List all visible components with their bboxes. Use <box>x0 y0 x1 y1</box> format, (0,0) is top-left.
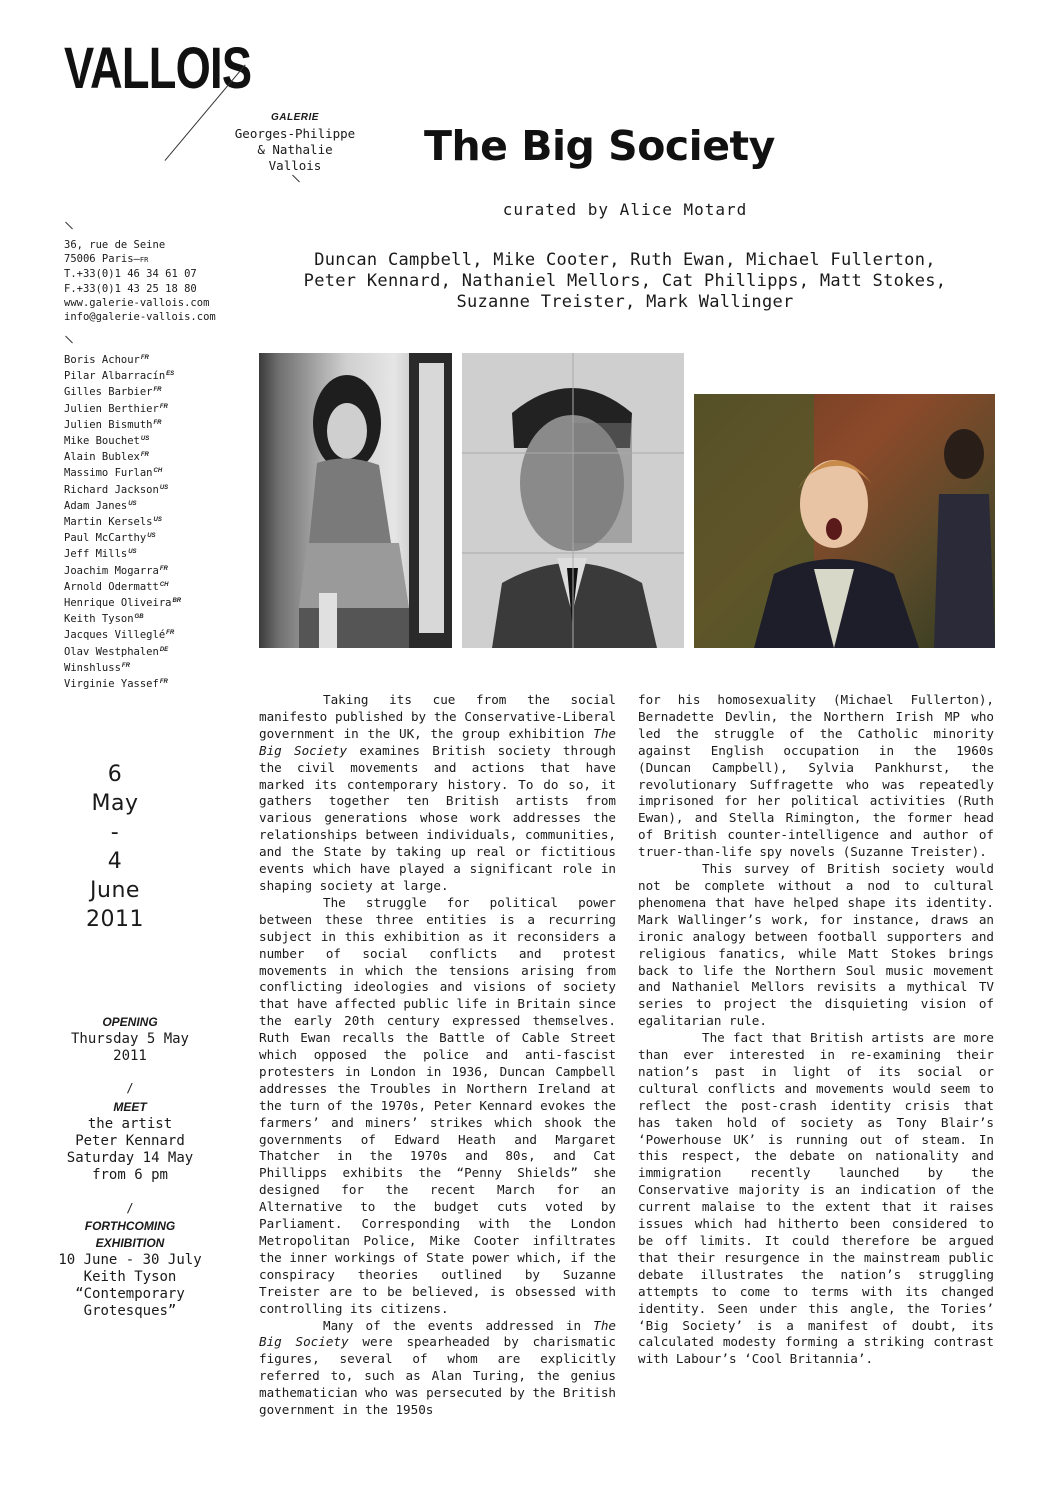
body-column-right <box>638 692 994 1368</box>
date-year: 2011 <box>86 907 144 932</box>
artists-line: Suzanne Treister, Mark Wallinger <box>456 292 794 312</box>
gallery-artist-item: Winshluss$^{FR}$ <box>64 661 130 674</box>
body-paragraph: Taking its cue from the social manifesto published by the Conservative-Liberal government in the UK, the group exhibition The Big Society examines British society through the civil movements and actions that have marked its contemporary history. To do so, it gathers together ten British artists from various generations whose work addresses the relationships between individuals, communities, and the State by taking up real or fictitious events which have played a significant role in shaping society at large. <box>259 692 616 893</box>
meet-heading: MEET <box>113 1100 147 1114</box>
photo-turing-illustration <box>462 353 684 648</box>
forthcoming-heading: FORTHCOMING <box>84 1219 176 1233</box>
contact-tick <box>65 222 73 230</box>
date-dash: - <box>110 820 120 845</box>
gallery-artist-item: Gilles Barbier$^{FR}$ <box>64 386 162 399</box>
gallery-artist-item: Jacques Villeglé$^{FR}$ <box>64 629 175 642</box>
participating-artists <box>270 250 980 313</box>
date-month-end: June <box>90 878 140 903</box>
gallery-artist-item: Arnold Odermatt$^{CH}$ <box>64 580 169 593</box>
country-code: FR <box>159 679 168 686</box>
date-day-start: 6 <box>107 762 123 787</box>
country-code: US <box>128 500 137 507</box>
artists-line: Duncan Campbell, Mike Cooter, Ruth Ewan, Michael Fullerton, <box>314 250 936 270</box>
body-paragraph: This survey of British society would not be complete without a nod to cultural phenomena that have helped shape its identity. Mark Wallinger’s work, for instance, draws an ironic analogy between football supporters and religious fanatics, while Matt Stokes brings back to life the Northern Soul music movement and Nathaniel Mellors revisits a mythical TV series to project the disquieting vision of egalitarian rule. <box>638 861 994 1029</box>
meet-line: the artist <box>87 1116 173 1132</box>
gallery-artist-item: Richard Jackson$^{US}$ <box>64 483 169 496</box>
galerie-line: & Nathalie <box>257 142 333 157</box>
galerie-line: Vallois <box>268 158 322 173</box>
phone: T.+33(0)1 46 34 61 07 <box>64 268 197 281</box>
photo-alan-turing-portrait <box>462 353 684 648</box>
meet-block <box>40 1099 220 1184</box>
gallery-logo: VALLOIS <box>64 36 252 101</box>
forthcoming-heading: EXHIBITION <box>95 1236 165 1250</box>
country-code: FR <box>159 403 168 410</box>
country-code: CH <box>159 581 169 588</box>
country-code: FR <box>153 419 162 426</box>
meet-line: Peter Kennard <box>75 1133 185 1149</box>
gallery-artist-item: Mike Bouchet$^{US}$ <box>64 435 150 448</box>
gallery-artist-item: Alain Bublex$^{FR}$ <box>64 451 149 464</box>
forthcoming-line: “Contemporary <box>75 1286 185 1302</box>
country-code: ES <box>166 371 175 378</box>
separator-slash: / <box>126 1081 134 1095</box>
galerie-label: GALERIE <box>271 112 319 123</box>
fax: F.+33(0)1 43 25 18 80 <box>64 282 197 295</box>
gallery-artist-item: Boris Achour$^{FR}$ <box>64 354 149 366</box>
gallery-artist-item: Paul McCarthy$^{US}$ <box>64 532 156 545</box>
forthcoming-line: Keith Tyson <box>83 1269 177 1285</box>
country-code: DE <box>159 646 169 653</box>
gallery-artist-item: Adam Janes$^{US}$ <box>64 499 137 512</box>
gallery-artist-item: Massimo Furlan$^{CH}$ <box>64 467 163 480</box>
body-paragraph: Many of the events addressed in The Big Society were spearheaded by charismatic figures, several of whom are explicitly referred to, such as Alan Turing, the genius mathematician who was persecuted by the British government in the 1950s <box>259 1317 616 1418</box>
photo-woman-illustration <box>694 394 995 648</box>
gallery-artist-item: Joachim Mogarra$^{FR}$ <box>64 564 168 577</box>
country-code: FR <box>166 630 175 637</box>
country-code: US <box>159 484 169 491</box>
country-code: US <box>153 517 162 524</box>
gallery-artist-item: Virginie Yassef$^{FR}$ <box>64 678 168 691</box>
meet-line: from 6 pm <box>92 1167 168 1183</box>
forthcoming-line: Grotesques” <box>83 1303 177 1319</box>
gallery-artist-item: Martin Kersels$^{US}$ <box>64 516 162 529</box>
country-code: US <box>140 436 150 443</box>
contact-block <box>64 238 216 324</box>
body-paragraph: The fact that British artists are more than ever interested in re-examining their nation’s past in light of its social or cultural conflicts and movements would seem to reflect the post-crash identity crisis that has taken hold of society as Tony Blair’s ‘Powerhouse UK’ is running out of steam. In this respect, the debate on nationality and immigration recently launched by the Conservative majority is an indication of the current malaise to the extent that it raises issues which had hitherto been considered to be off limits. It could therefore be argued that their resurgence in the mainstream public debate illustrates the nation’s struggling attempts to come to terms with its changed identity. Seen under this angle, the Tories’ ‘Big Society’ is a manifest of doubt, its calculated modesty forming a striking contrast with Labour’s ‘Cool Britannia’. <box>638 1030 994 1367</box>
artists-tick <box>65 336 73 344</box>
photo-young-woman-window <box>259 353 452 648</box>
gallery-artists-list <box>64 351 181 691</box>
body-column-left <box>259 692 616 1419</box>
country-code: US <box>128 549 137 556</box>
gallery-artist-item: Henrique Oliveira$^{BR}$ <box>64 597 182 610</box>
country-code: FR <box>140 355 149 361</box>
gallery-artist-item: Julien Berthier$^{FR}$ <box>64 402 168 415</box>
galerie-line: Georges-Philippe <box>234 126 356 141</box>
opening-line: 2011 <box>113 1048 147 1064</box>
gallery-artist-item: Keith Tyson$^{GB}$ <box>64 613 144 626</box>
meet-line: Saturday 14 May <box>66 1150 194 1166</box>
website-link[interactable]: www.galerie-vallois.com <box>64 296 210 309</box>
opening-heading: OPENING <box>102 1015 158 1029</box>
email-link[interactable]: info@galerie-vallois.com <box>64 311 216 324</box>
photo-young-woman-illustration <box>259 353 452 648</box>
curator-line: curated by Alice Motard <box>502 200 748 219</box>
gallery-artist-item: Pilar Albarracín$^{ES}$ <box>64 370 175 383</box>
galerie-block <box>225 110 365 174</box>
body-paragraph: The struggle for political power between these three entities is a recurring subject in this exhibition as it reconsiders a number of social conflicts and protest movements in which the tensions arising from conflicting ideologies and visions of society that have affected public life in Britain since the early 20th century expressed themselves. Ruth Ewan recalls the Battle of Cable Street which opposed the police and anti-fascist protesters in London in 1936, Duncan Campbell addresses the Troubles in Northern Ireland at the turn of the 1970s, Peter Kennard evokes the farmers’ and miners’ strikes which shook the governments of Edward Heath and Margaret Thatcher in the 1970s and 80s, and Cat Phillipps exhibits the “Penny Shields” she designed for the recent March for an Alternative to the budget cuts voted by Parliament. Corresponding with the London Metropolitan Police, Mike Cooter infiltrates the inner workings of State power which, if the conspiracy theories outlined by Suzanne Treister are to be believed, is obsessed with controlling its citizens. <box>259 894 616 1316</box>
country-code: BR <box>172 598 182 605</box>
country-code: CH <box>153 468 163 475</box>
country-code: FR <box>140 452 149 459</box>
date-month-start: May <box>91 791 139 816</box>
photo-woman-shouting <box>694 394 995 648</box>
country-code: US <box>147 533 156 540</box>
country-code: FR <box>121 662 130 669</box>
body-paragraph: for his homosexuality (Michael Fullerton), Bernadette Devlin, the Northern Irish MP who led the struggle of the Catholic minority against English occupation in the 1960s (Duncan Campbell), Sylvia Pankhurst, the revolutionary Suffragette who was repeatedly imprisoned for her political activities (Ruth Ewan), and Stella Rimington, the former head of British counter-intelligence and author of truer-than-life spy novels (Suzanne Treister). <box>638 692 994 860</box>
exhibition-dates <box>60 760 170 934</box>
country-code: GB <box>134 614 144 621</box>
gallery-artist-item: Julien Bismuth$^{FR}$ <box>64 418 162 431</box>
galerie-tick <box>292 175 300 183</box>
city: 75006 Paris—FR <box>64 253 149 266</box>
forthcoming-block <box>40 1218 220 1320</box>
artists-line: Peter Kennard, Nathaniel Mellors, Cat Phillipps, Matt Stokes, <box>303 271 947 291</box>
country-code: FR <box>159 565 168 572</box>
exhibition-title: The Big Society <box>424 122 775 170</box>
opening-block <box>40 1014 220 1065</box>
gallery-artist-item: Olav Westphalen$^{DE}$ <box>64 645 169 658</box>
opening-line: Thursday 5 May <box>70 1031 189 1047</box>
country-code: FR <box>153 387 162 394</box>
address: 36, rue de Seine <box>64 239 166 251</box>
gallery-artist-item: Jeff Mills$^{US}$ <box>64 548 137 561</box>
city-code: FR <box>139 256 149 265</box>
forthcoming-line: 10 June - 30 July <box>58 1252 202 1268</box>
date-day-end: 4 <box>107 849 123 874</box>
separator-slash: / <box>126 1201 134 1215</box>
